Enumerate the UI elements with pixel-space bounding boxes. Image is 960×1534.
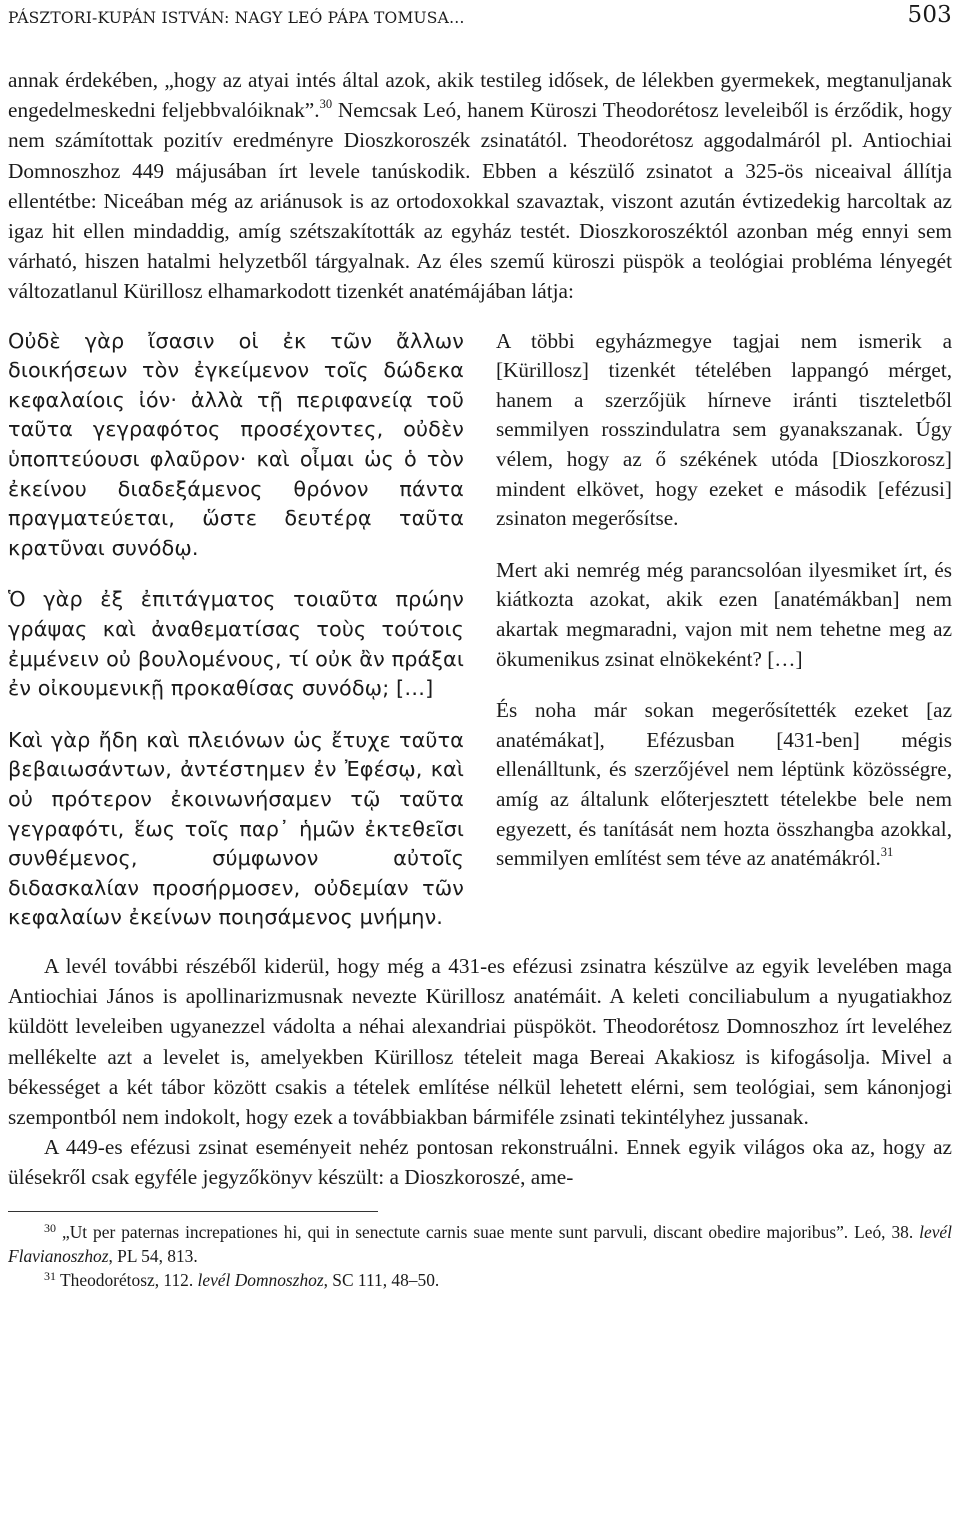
footnote-ref-31[interactable]: 31 bbox=[880, 845, 894, 860]
page-number: 503 bbox=[907, 2, 952, 28]
greek-quote-3: Καὶ γὰρ ἤδη καὶ πλειόνων ὡς ἔτυχε ταῦτα βεβαιωσάντων, ἀντέστημεν ἐν Ἐφέσῳ, καὶ οὐ πρότερον ἐκοινωνήσαμεν τῷ ταῦτα γεγραφότι, ἕως τοῖς παρ᾽ ἡμῶν ἐκτεθεῖσι συνθέμενος, σύμφωνον αὐτοῖς διδασκαλίαν προσήρμοσεν, οὐδεμίαν τῶν κεφαλαίων ἐκείνων ποιησάμενος μνήμην. bbox=[8, 727, 464, 930]
greek-quote-2: Ὁ γὰρ ἐξ ἐπιτάγματος τοιαῦτα πρώην γράψας καὶ ἀναθεματίσας τοὺς τούτοις ἐμμένειν οὐ βουλομένους, τί οὐκ ἂν πράξαι ἐν οἰκουμενικῇ προκαθίσας συνόδῳ; […] bbox=[8, 587, 464, 701]
footnote-ref: , SC 111, 48–50. bbox=[323, 1269, 440, 1290]
footnote-divider bbox=[8, 1211, 378, 1212]
footnote-title: levél Domnoszhoz bbox=[197, 1269, 324, 1290]
running-head bbox=[8, 2, 952, 32]
footnote-text: „Ut per paternas increpationes hi, qui in senectute carnis suae mente sunt parvuli, discant obedire majoribus”. Leó, 38. bbox=[61, 1221, 920, 1242]
hungarian-column bbox=[496, 327, 952, 955]
greek-quote-1: Οὐδὲ γὰρ ἴσασιν οἱ ἐκ τῶν ἄλλων διοικήσεων τὸν ἐγκείμενον τοῖς δώδεκα κεφαλαίοις ἰόν· ἀλλὰ τῇ περιφανείᾳ τοῦ ταῦτα γεγραφότος προσέχοντες, οὐδὲν ὑποπτεύουσι φλαῦρον· καὶ οἶμαι ὡς ὁ τὸν ἐκείνου διαδεξάμενος θρόνον πάντα πραγματεύεται, ὥστε δευτέρᾳ ταῦτα κρατῦναι συνόδῳ. bbox=[8, 328, 464, 560]
footnote-number: 30 bbox=[44, 1220, 56, 1235]
body-paragraph-2: A levél további részéből kiderül, hogy még a 431-es efézusi zsinatra készülve az egyik levelében maga Antiochiai János is apollinarizmusnak nevezte Kürillosz anatémáit. A keleti conciliabulum a nyugatiakhoz küldött leveleiben ugyanezzel vádolta a néhai alexandriai püspököt. Theodorétosz Domnoszhoz írt leveléhez mellékelte azt a levelet is, amelyekben Kürillosz tételeit maga Bereai Akakiosz is kifogásolja. Mivel a békességet a két tábor között csakis a tételek említése nélkül lehetett elérni, sem teológiai, sem kánonjogi szempontból nem indokolt, hogy ezek a továbbiakban bármiféle zsinati tekintélyhez jussanak. bbox=[8, 953, 952, 1129]
footnote-number: 31 bbox=[44, 1268, 56, 1283]
intro-text-b: Nemcsak Leó, hanem Küroszi Theodorétosz leveleiből is érződik, hogy nem számítottak pozitív eredményre Dioszkoroszék zsinatától. Theodorétosz aggodalmáról pl. Antiochiai Domnoszhoz 449 májusában írt levele tanúskodik. Ebben a készülő zsinatot a 325-ös niceaival állítja ellentétbe: Niceában még az ariánusok is az ortodoxokkal szavaztak, viszont azután évtizedekig harcoltak az igaz hit ellen mindaddig, amíg szétszakították az egyház testét. Dioszkoroszéktól azonban még ennyi sem várható, hiszen hatalmi helyzetből tárgyalnak. Az éles szemű küroszi püspök a teológiai probléma lényegét változatlanul Kürillosz elhamarkodott tizenkét anatémájában látja: bbox=[8, 98, 952, 304]
greek-column bbox=[8, 327, 464, 955]
footnote-30 bbox=[8, 1220, 952, 1268]
book-page bbox=[8, 0, 952, 1292]
footnote-31 bbox=[8, 1268, 952, 1292]
intro-paragraph bbox=[8, 65, 952, 307]
hungarian-translation-2: Mert aki nemrég még parancsolóan ilyesmiket írt, és kiátkozta azokat, akik ezen [anatémákban] nem akartak megmaradni, vajon mit nem tehetne meg az ökumenikus zsinat elnökeként? […] bbox=[496, 557, 952, 671]
footnote-text: Theodorétosz, 112. bbox=[60, 1269, 198, 1290]
bilingual-quotation bbox=[8, 327, 952, 955]
hungarian-translation-1: A többi egyházmegye tagjai nem ismerik a [Kürillosz] tizenkét tételében lappangó mérget, hanem a szerzőjük hírneve iránti tiszteletből semmilyen rosszindulatra sem gyanakszanak. Úgy vélem, hogy az ő székének utóda [Dioszkorosz] mindent elkövet, hogy ezeket e második [efézusi] zsinaton megerősítse. bbox=[496, 328, 952, 531]
footnote-ref: , PL 54, 813. bbox=[108, 1245, 198, 1266]
body-paragraph-3: A 449-es efézusi zsinat eseményeit nehéz pontosan rekonstruálni. Ennek egyik világos oka az, hogy az ülésekről csak egyféle jegyzőkönyv készült: a Dioszkoroszé, ame- bbox=[8, 1135, 952, 1190]
footnote-ref-30[interactable]: 30 bbox=[319, 97, 333, 112]
footnote-title: levél Flavianoszhoz bbox=[8, 1221, 952, 1266]
running-title: PÁSZTORI-KUPÁN ISTVÁN: NAGY LEÓ PÁPA TOMUSA… bbox=[8, 9, 465, 27]
hungarian-translation-3-text: És noha már sokan megerősítették ezeket [az anatémákat], Efézusban [431-ben] mégis ellenálltunk, és szerzőjével nem léptünk közösségre, amíg az általunk előterjesztett tételekbe bele nem egyezett, és tanítását nem hozta összhangba azokkal, semmilyen említést sem téve az anatémákról. bbox=[496, 698, 952, 871]
intro-text-a: annak érdekében, „hogy az atyai intés által azok, akik testileg idősek, de lélekben gyermekek, megtanuljanak engedelmeskedni feljebbvalóiknak”. bbox=[8, 68, 952, 123]
hungarian-translation-3 bbox=[496, 696, 952, 874]
